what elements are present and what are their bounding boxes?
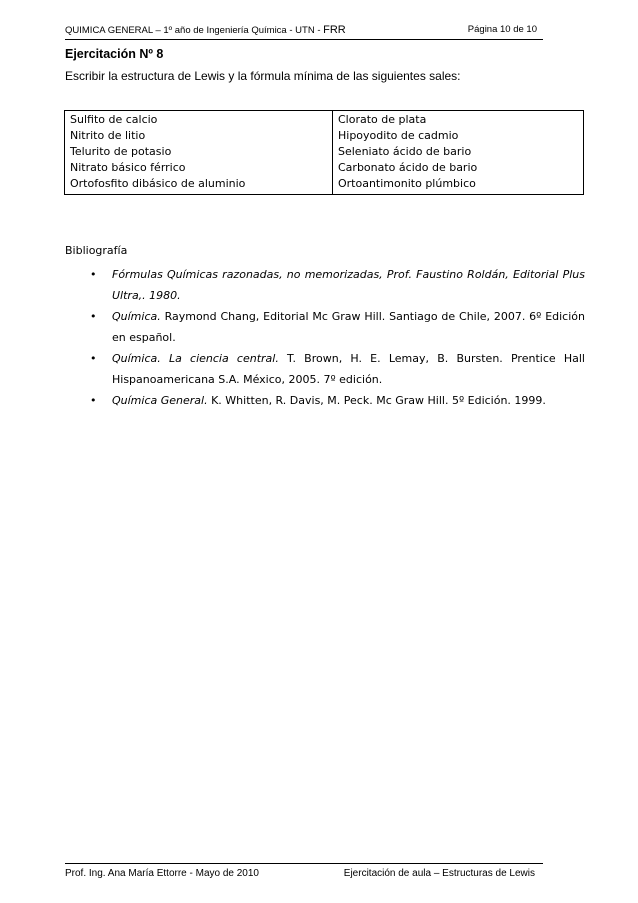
salt-item: Nitrato básico férrico (70, 161, 186, 174)
bib-italic: Química. (112, 310, 161, 323)
salt-item: Ortoantimonito plúmbico (338, 177, 476, 190)
header-course-text: QUIMICA GENERAL – 1º año de Ingeniería Química - UTN - (65, 25, 321, 36)
salt-item: Carbonato ácido de bario (338, 161, 478, 174)
bib-text: Raymond Chang, Editorial Mc Graw Hill. Santiago de Chile, 2007. 6º Edición en español. (112, 310, 585, 344)
salt-item: Nitrito de litio (70, 129, 146, 142)
bib-text: K. Whitten, R. Davis, M. Peck. Mc Graw Hill. 5º Edición. 1999. (207, 394, 546, 407)
page-footer (65, 863, 543, 880)
footer-topic: Ejercitación de aula – Estructuras de Lewis (343, 868, 535, 879)
bullet-icon: • (90, 310, 97, 323)
bullet-icon: • (90, 394, 97, 407)
footer-author: Prof. Ing. Ana María Ettorre - Mayo de 2010 (65, 868, 259, 879)
salt-item: Telurito de potasio (70, 145, 172, 158)
salts-left-column (65, 111, 333, 195)
header-page-number: Página 10 de 10 (467, 24, 537, 35)
bib-text: T. Brown, H. E. Lemay, B. Bursten. Prentice Hall Hispanoamericana S.A. México, 2005. 7º edición. (112, 352, 585, 386)
header-course (65, 24, 346, 36)
salt-item: Hipoyodito de cadmio (338, 129, 459, 142)
bib-italic: Química. La ciencia central. (112, 352, 279, 365)
bibliography-item (65, 390, 585, 411)
bib-italic: Fórmulas Químicas razonadas, no memorizadas, Prof. Faustino Roldán, Editorial Plus Ultra,. 1980. (112, 268, 585, 302)
exercise-title: Ejercitación Nº 8 (65, 47, 164, 61)
bullet-icon: • (90, 268, 97, 281)
exercise-instruction: Escribir la estructura de Lewis y la fórmula mínima de las siguientes sales: (65, 69, 461, 83)
salts-table (64, 110, 584, 195)
header-frr: FRR (323, 24, 346, 36)
salt-item: Ortofosfito dibásico de aluminio (70, 177, 246, 190)
bullet-icon: • (90, 352, 97, 365)
bibliography-title: Bibliografía (65, 244, 128, 257)
bibliography-item (65, 306, 585, 348)
bibliography-list (65, 264, 585, 411)
bib-italic: Química General. (112, 394, 208, 407)
page-header (65, 24, 543, 40)
salt-item: Clorato de plata (338, 113, 427, 126)
table-row (65, 111, 584, 195)
bibliography-item (65, 348, 585, 390)
bibliography-item (65, 264, 585, 306)
salts-right-column (333, 111, 584, 195)
salt-item: Sulfito de calcio (70, 113, 158, 126)
salt-item: Seleniato ácido de bario (338, 145, 472, 158)
